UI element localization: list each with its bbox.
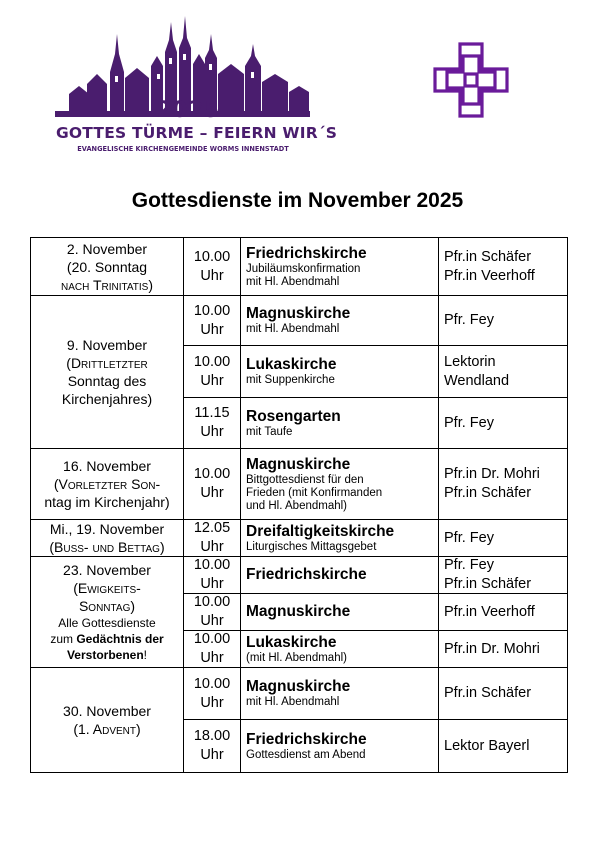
service-note: und Hl. Abendmahl) bbox=[246, 499, 348, 512]
date-cell-nov-9 bbox=[31, 296, 183, 448]
date-note: Alle Gottesdienste bbox=[58, 616, 156, 630]
column-divider bbox=[240, 237, 241, 773]
date-occasion: (Buß- und Bettag) bbox=[49, 539, 165, 555]
date-note: zum Gedächtnis der bbox=[50, 632, 164, 646]
service-pastors: Pfr.in Schäfer bbox=[444, 685, 532, 701]
row-divider bbox=[183, 630, 568, 631]
date-label: 23. November bbox=[63, 562, 151, 578]
logo-subtitle: EVANGELISCHE KIRCHENGEMEINDE WORMS INNENSTADT bbox=[77, 145, 289, 153]
service-note: mit Taufe bbox=[246, 425, 293, 438]
service-note: Bittgottesdienst für den bbox=[246, 473, 364, 486]
logo-year: 2025 bbox=[156, 98, 220, 123]
date-cell-nov-19 bbox=[31, 520, 183, 556]
service-church-cell bbox=[241, 557, 438, 593]
page-title: Gottesdienste im November 2025 bbox=[131, 189, 464, 212]
service-pastors: Pfr. Fey bbox=[444, 312, 494, 328]
service-schedule-table bbox=[30, 237, 568, 773]
service-church-cell bbox=[241, 238, 438, 295]
date-occasion: Sonntag des bbox=[67, 373, 147, 389]
church-name: Friedrichskirche bbox=[246, 730, 367, 748]
row-divider bbox=[30, 556, 568, 557]
row-divider bbox=[30, 519, 568, 520]
church-name: Dreifaltigkeitskirche bbox=[246, 522, 395, 540]
row-divider bbox=[183, 719, 568, 720]
service-time: 10.00 Uhr bbox=[193, 675, 231, 711]
service-time: 10.00 Uhr bbox=[193, 594, 231, 629]
service-church-cell bbox=[241, 520, 438, 556]
date-occasion: nach Trinitatis) bbox=[60, 276, 154, 293]
church-name: Rosengarten bbox=[246, 407, 341, 425]
table-border bbox=[30, 237, 31, 773]
church-name: Magnuskirche bbox=[246, 603, 351, 620]
date-occasion: Sonntag) bbox=[78, 598, 136, 614]
date-occasion: (Vorletzter Son- bbox=[53, 476, 161, 492]
row-divider bbox=[183, 397, 568, 398]
service-church-cell bbox=[241, 668, 438, 719]
date-occasion: (20. Sonntag bbox=[66, 258, 148, 275]
service-time: 10.00 Uhr bbox=[193, 466, 231, 501]
table-border bbox=[30, 772, 568, 773]
service-time: 10.00 Uhr bbox=[193, 353, 231, 389]
service-pastors: Lektorin Wendland bbox=[444, 353, 510, 389]
church-name: Magnuskirche bbox=[246, 305, 351, 322]
service-note: Gottesdienst am Abend bbox=[246, 748, 366, 761]
service-pastors: Pfr.in Dr. Mohri bbox=[444, 640, 540, 657]
church-name: Magnuskirche bbox=[246, 678, 351, 695]
service-church-cell bbox=[241, 398, 438, 448]
service-church-cell bbox=[241, 720, 438, 772]
service-note: Liturgisches Mittagsgebet bbox=[246, 540, 377, 553]
row-divider bbox=[30, 295, 568, 296]
service-church-cell bbox=[241, 631, 438, 667]
service-time: 11.15 Uhr bbox=[194, 405, 230, 440]
service-note: (mit Hl. Abendmahl) bbox=[246, 651, 347, 664]
date-occasion: (1. Advent) bbox=[73, 721, 141, 737]
date-label: 9. November bbox=[66, 337, 148, 353]
service-church-cell bbox=[241, 346, 438, 397]
date-occasion: (Ewigkeits- bbox=[73, 580, 141, 596]
service-note: mit Hl. Abendmahl bbox=[246, 696, 340, 708]
service-pastors: Pfr.in Veerhoff bbox=[444, 603, 535, 620]
date-occasion: ntag im Kirchenjahr) bbox=[44, 494, 170, 510]
church-name: Lukaskirche bbox=[246, 356, 337, 373]
service-church-cell bbox=[241, 594, 438, 630]
church-name: Lukaskirche bbox=[246, 633, 337, 651]
table-border bbox=[30, 237, 568, 238]
service-time: 18.00 Uhr bbox=[193, 728, 231, 763]
date-cell-nov-30 bbox=[31, 668, 183, 772]
service-time: 12.05 Uhr bbox=[193, 520, 231, 555]
logo-motto: GOTTES TÜRME – FEIERN WIR´S bbox=[56, 124, 338, 142]
service-pastors: Pfr.in Schäfer Pfr.in Veerhoff bbox=[444, 248, 535, 284]
row-divider bbox=[183, 593, 568, 594]
date-cell-nov-16 bbox=[31, 449, 183, 519]
date-occasion: (Drittletzter bbox=[66, 355, 148, 371]
date-cell-nov-23 bbox=[31, 557, 183, 667]
service-pastors: Pfr. Fey Pfr.in Schäfer bbox=[444, 557, 532, 592]
service-church-cell bbox=[241, 296, 438, 345]
service-church-cell bbox=[241, 449, 438, 519]
service-pastors: Lektor Bayerl bbox=[444, 737, 530, 754]
church-name: Friedrichskirche bbox=[246, 244, 367, 262]
date-label: 2. November bbox=[66, 240, 148, 257]
service-time: 10.00 Uhr bbox=[193, 248, 231, 284]
date-label: 30. November bbox=[63, 703, 151, 719]
row-divider bbox=[30, 667, 568, 668]
service-pastors: Pfr. Fey bbox=[444, 414, 494, 431]
row-divider bbox=[30, 448, 568, 449]
purple-cross-logo bbox=[433, 42, 509, 118]
service-pastors: Pfr. Fey bbox=[444, 529, 494, 546]
column-divider bbox=[183, 237, 184, 773]
service-pastors: Pfr.in Dr. Mohri Pfr.in Schäfer bbox=[444, 466, 540, 501]
date-occasion: Kirchenjahres) bbox=[61, 391, 153, 407]
column-divider bbox=[438, 237, 439, 773]
service-time: 10.00 Uhr bbox=[193, 631, 231, 666]
date-note: Verstorbenen! bbox=[66, 648, 148, 662]
service-note: mit Hl. Abendmahl bbox=[246, 275, 340, 288]
date-cell-nov-2 bbox=[31, 238, 183, 295]
service-time: 10.00 Uhr bbox=[193, 302, 231, 338]
church-name: Magnuskirche bbox=[246, 455, 351, 473]
date-label: Mi., 19. November bbox=[49, 521, 165, 537]
service-time: 10.00 Uhr bbox=[193, 557, 231, 592]
church-name: Friedrichskirche bbox=[246, 566, 367, 583]
service-note: mit Suppenkirche bbox=[246, 374, 335, 386]
date-label: 16. November bbox=[63, 458, 151, 474]
row-divider bbox=[183, 345, 568, 346]
service-note: Frieden (mit Konfirmanden bbox=[246, 486, 383, 499]
table-border bbox=[567, 237, 568, 773]
service-note: mit Hl. Abendmahl bbox=[246, 323, 340, 335]
service-note: Jubiläumskonfirmation bbox=[246, 262, 361, 275]
